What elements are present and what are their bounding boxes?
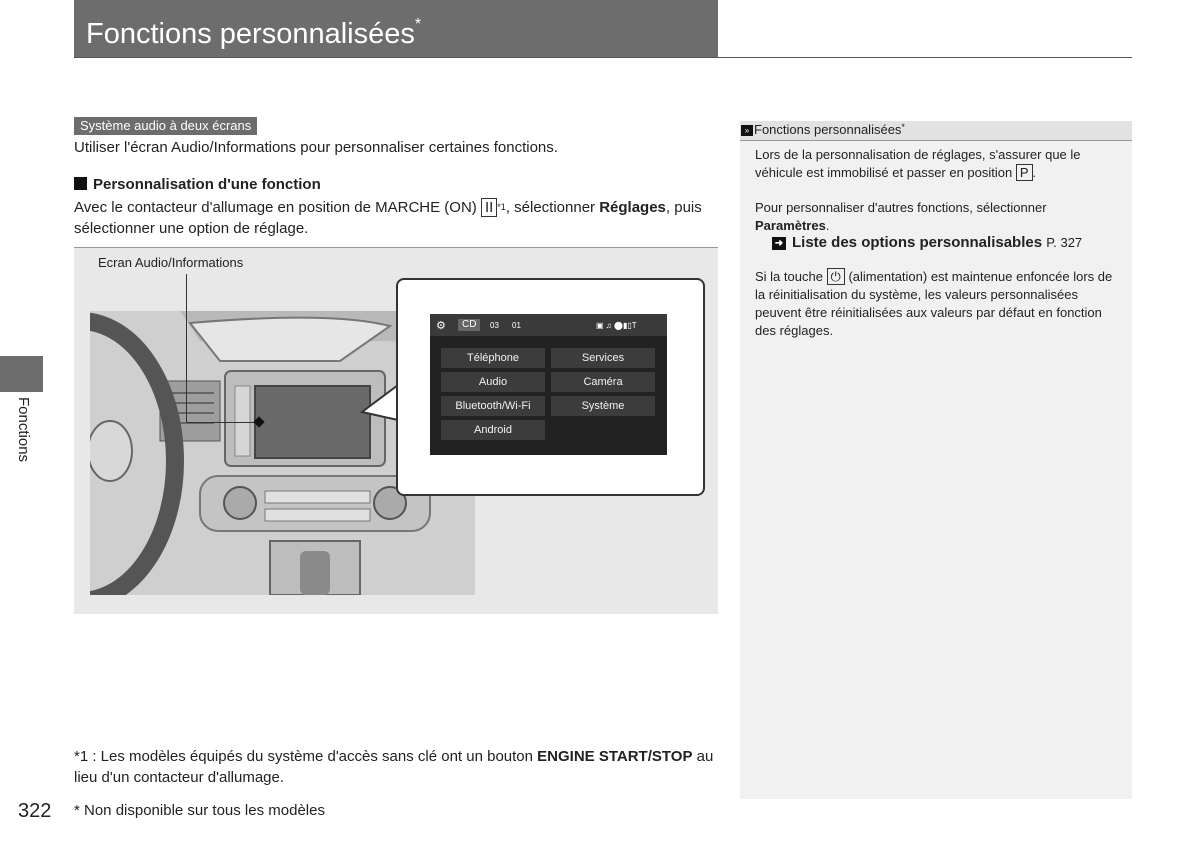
screen-status-bar <box>430 314 667 336</box>
gear-icon[interactable]: ⚙ <box>436 320 446 332</box>
header-rule <box>74 57 1132 58</box>
subheading: Personnalisation d'une fonction <box>74 176 321 193</box>
link-page-ref: P. 327 <box>1046 235 1083 250</box>
callout-line <box>186 274 187 422</box>
footnote: *1 : Les modèles équipés du système d'accès sans clé ont un bouton ENGINE START/STOP au lieu d'un contacteur d'allumage. <box>74 748 714 786</box>
page-title: Fonctions personnalisées* <box>86 16 422 50</box>
park-key-icon: P <box>1016 164 1033 181</box>
menu-bluetooth-wifi-button[interactable]: Bluetooth/Wi-Fi <box>441 396 545 416</box>
note-paragraph-3: Si la touche ⏻ (alimentation) est maintenue enfoncée lors de la réinitialisation du système, les valeurs personnalisées peuvent être réinitialisées aux valeurs par défaut en fonction des réglages. <box>755 269 1113 338</box>
track-number: 03 <box>490 321 499 330</box>
instruction-paragraph: Avec le contacteur d'allumage en position de MARCHE (ON) II $^{*1}$, sélectionner Réglages, puis sélectionner une option de réglage. <box>74 199 702 237</box>
callout-line-horizontal <box>186 422 259 423</box>
menu-system-button[interactable]: Système <box>551 396 655 416</box>
note-paragraph-1: Lors de la personnalisation de réglages, s'assurer que le véhicule est immobilisé et passer en position P . <box>755 147 1081 180</box>
custom-options-link[interactable]: ➜ Liste des options personnalisables P. 327 <box>772 234 1082 251</box>
figure-caption: Ecran Audio/Informations <box>98 255 244 270</box>
menu-audio-button[interactable]: Audio <box>441 372 545 392</box>
ignition-key-icon: II <box>481 198 497 217</box>
engine-start-stop-word: ENGINE START/STOP <box>537 748 693 765</box>
availability-note: * Non disponible sur tous les modèles <box>74 802 325 819</box>
section-tag: Système audio à deux écrans <box>74 117 257 135</box>
title-asterisk: * <box>414 16 422 33</box>
intro-text: Utiliser l'écran Audio/Informations pour personnaliser certaines fonctions. <box>74 139 558 156</box>
side-tab <box>0 356 43 392</box>
menu-android-button[interactable]: Android <box>441 420 545 440</box>
note-paragraph-2: Pour personnaliser d'autres fonctions, sélectionner Paramètres. <box>755 200 1047 233</box>
arrow-right-icon: ➜ <box>772 237 786 250</box>
notes-heading: » Fonctions personnalisées* <box>741 122 905 137</box>
menu-telephone-button[interactable]: Téléphone <box>441 348 545 368</box>
side-tab-label: Fonctions <box>15 397 32 463</box>
square-bullet-icon <box>74 177 87 190</box>
power-icon: ⏻ <box>827 268 845 285</box>
menu-services-button[interactable]: Services <box>551 348 655 368</box>
source-label: CD <box>458 319 480 331</box>
double-chevron-icon: » <box>741 125 753 136</box>
parameters-word: Paramètres <box>755 218 826 233</box>
page-number: 322 <box>18 800 52 822</box>
menu-camera-button[interactable]: Caméra <box>551 372 655 392</box>
status-icons: ▣ ♫ ⬤▮▯T <box>596 321 637 330</box>
settings-word: Réglages <box>599 199 666 216</box>
disc-number: 01 <box>512 321 521 330</box>
footnote-ref: *1 <box>497 202 506 212</box>
